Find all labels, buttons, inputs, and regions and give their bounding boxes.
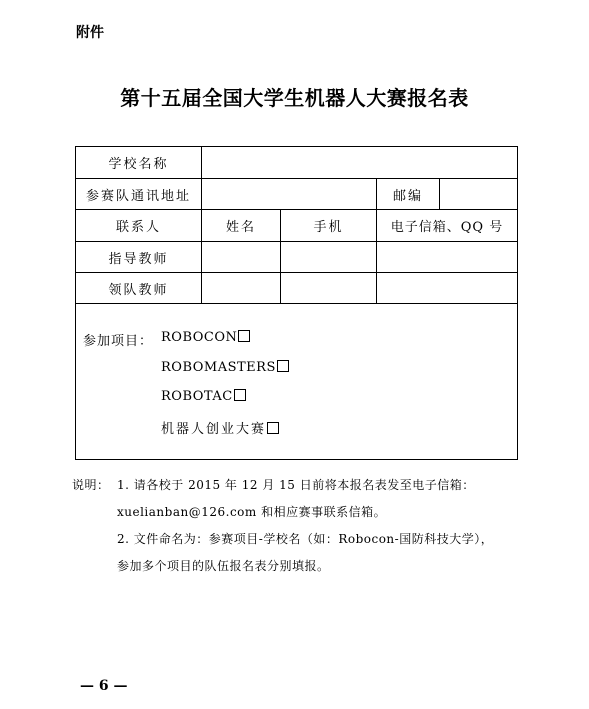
address-field[interactable] <box>202 179 377 210</box>
project-option-label: 机器人创业大赛 <box>161 422 267 437</box>
note-2-line-2: 参加多个项目的队伍报名表分别填报。 <box>117 559 330 573</box>
project-option-robotac[interactable] <box>161 389 246 404</box>
advisor-phone-field[interactable] <box>281 242 377 273</box>
registration-form-table <box>75 146 518 460</box>
address-label: 参赛队通讯地址 <box>76 179 202 210</box>
checkbox-robocon[interactable] <box>238 330 250 342</box>
checkbox-robotac[interactable] <box>234 389 246 401</box>
note-1-line-2: xuelianban@126.com 和相应赛事联系信箱。 <box>117 505 387 519</box>
postcode-label: 邮编 <box>377 179 440 210</box>
leader-email-field[interactable] <box>377 273 517 304</box>
project-section <box>76 304 517 459</box>
project-option-label: ROBOMASTERS <box>161 360 276 375</box>
project-option-robomasters[interactable] <box>161 360 289 375</box>
leader-label: 领队教师 <box>76 273 202 304</box>
email-qq-column-header: 电子信箱、QQ 号 <box>377 210 517 242</box>
school-name-field[interactable] <box>202 147 517 179</box>
school-name-label: 学校名称 <box>76 147 202 179</box>
attachment-label: 附件 <box>76 25 104 41</box>
name-column-header: 姓名 <box>202 210 281 242</box>
checkbox-entrepreneurship[interactable] <box>267 422 279 434</box>
leader-name-field[interactable] <box>202 273 281 304</box>
project-option-label: ROBOCON <box>161 330 238 345</box>
page-number: — 6 — <box>80 678 128 694</box>
project-option-label: ROBOTAC <box>161 389 233 404</box>
note-1-line-1: 1. 请各校于 2015 年 12 月 15 日前将本报名表发至电子信箱： <box>117 478 475 492</box>
project-option-robocon[interactable] <box>161 330 250 345</box>
contact-label: 联系人 <box>76 210 202 242</box>
advisor-label: 指导教师 <box>76 242 202 273</box>
page-title: 第十五届全国大学生机器人大赛报名表 <box>120 86 469 110</box>
postcode-field[interactable] <box>440 179 517 210</box>
notes-label: 说明： <box>72 478 110 492</box>
advisor-email-field[interactable] <box>377 242 517 273</box>
project-option-entrepreneurship[interactable] <box>161 418 279 437</box>
note-2-line-1: 2. 文件命名为：参赛项目-学校名（如：Robocon-国防科技大学）， <box>117 532 494 546</box>
project-label: 参加项目： <box>83 334 154 349</box>
phone-column-header: 手机 <box>281 210 377 242</box>
leader-phone-field[interactable] <box>281 273 377 304</box>
checkbox-robomasters[interactable] <box>277 360 289 372</box>
advisor-name-field[interactable] <box>202 242 281 273</box>
